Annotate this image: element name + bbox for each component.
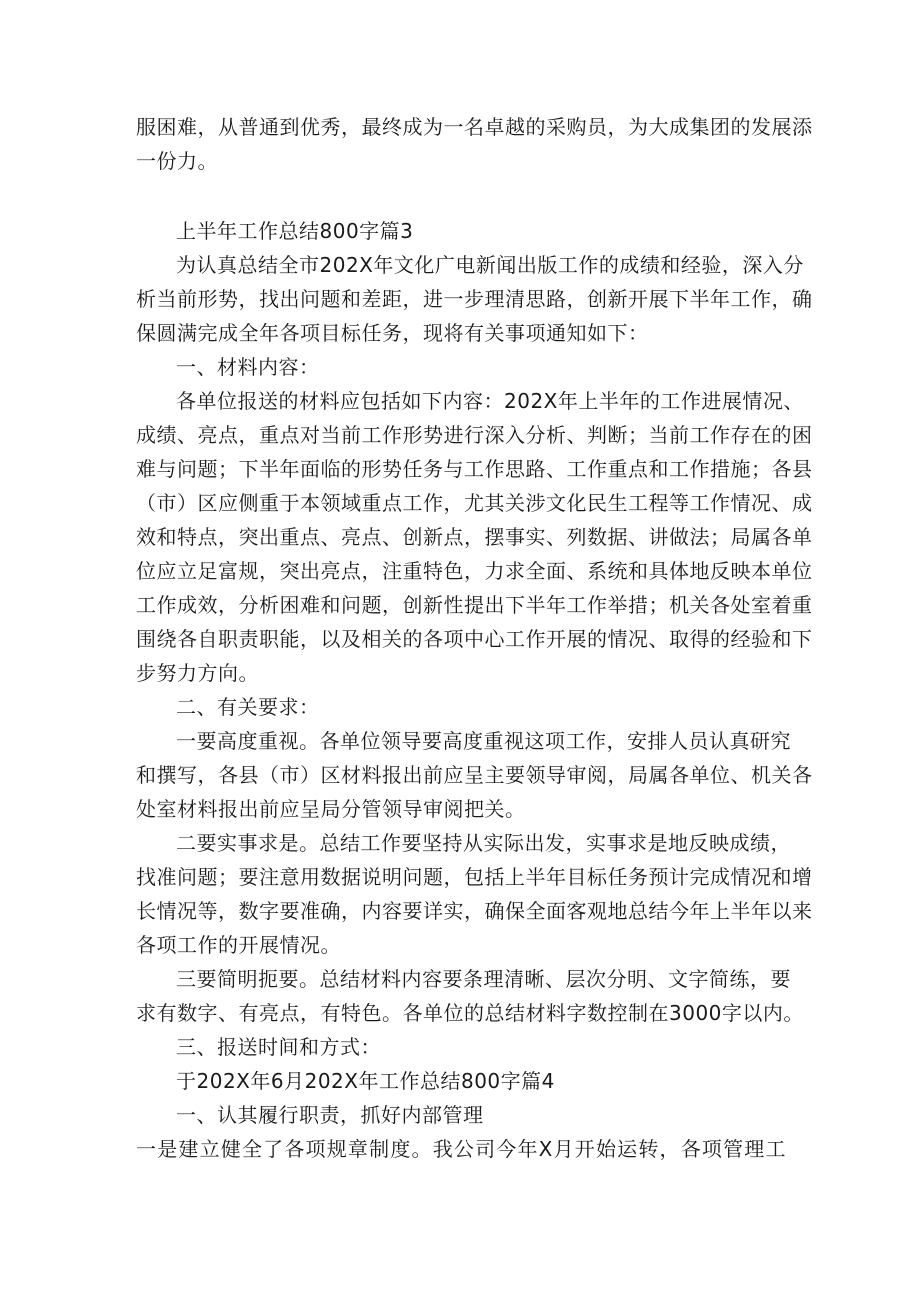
- paragraph-line: 和撰写，各县（市）区材料报出前应呈主要领导审阅，局属各单位、机关各: [136, 763, 813, 787]
- subheading: 一、材料内容：: [176, 355, 320, 379]
- paragraph-line: 保圆满完成全年各项目标任务，现将有关事项通知如下：: [136, 321, 649, 345]
- paragraph-line: 析当前形势，找出问题和差距，进一步理清思路，创新开展下半年工作，确: [136, 287, 813, 311]
- paragraph-line: 各项工作的开展情况。: [136, 933, 341, 957]
- subheading: 三、报送时间和方式：: [176, 1035, 381, 1059]
- paragraph-line: 各单位报送的材料应包括如下内容：202X年上半年的工作进展情况、: [176, 389, 804, 413]
- paragraph-line: 服困难，从普通到优秀，最终成为一名卓越的采购员，为大成集团的发展添: [136, 115, 813, 139]
- paragraph-line: 难与问题；下半年面临的形势任务与工作思路、工作重点和工作措施；各县: [136, 457, 813, 481]
- paragraph-line: 长情况等，数字要准确，内容要详实，确保全面客观地总结今年上半年以来: [136, 899, 813, 923]
- paragraph-line: 工作成效，分析困难和问题，创新性提出下半年工作举措；机关各处室着重: [136, 593, 813, 617]
- paragraph-line: 效和特点，突出重点、亮点、创新点，摆事实、列数据、讲做法；局属各单: [136, 525, 813, 549]
- paragraph-line: 位应立足富规，突出亮点，注重特色，力求全面、系统和具体地反映本单位: [136, 559, 813, 583]
- paragraph-line: 求有数字、有亮点，有特色。各单位的总结材料字数控制在3000字以内。: [136, 1001, 804, 1025]
- paragraph-line: 三要简明扼要。总结材料内容要条理清晰、层次分明、文字简练，要: [176, 967, 791, 991]
- paragraph-line: 找准问题；要注意用数据说明问题，包括上半年目标任务预计完成情况和增: [136, 865, 813, 889]
- paragraph-line: 一份力。: [136, 149, 218, 173]
- paragraph-line: 成绩、亮点，重点对当前工作形势进行深入分析、判断；当前工作存在的困: [136, 423, 813, 447]
- section-heading: 于202X年6月202X年工作总结800字篇4: [176, 1069, 555, 1093]
- paragraph-line: 为认真总结全市202X年文化广电新闻出版工作的成绩和经验，深入分: [176, 253, 804, 277]
- paragraph-line: 一是建立健全了各项规章制度。我公司今年X月开始运转，各项管理工: [136, 1137, 786, 1161]
- paragraph-line: 围绕各自职责职能，以及相关的各项中心工作开展的情况、取得的经验和下: [136, 627, 813, 651]
- subheading: 一、认其履行职责，抓好内部管理: [176, 1103, 484, 1127]
- paragraph-line: 处室材料报出前应呈局分管领导审阅把关。: [136, 797, 526, 821]
- paragraph-line: （市）区应侧重于本领域重点工作，尤其关涉文化民生工程等工作情况、成: [136, 491, 813, 515]
- paragraph-line: 二要实事求是。总结工作要坚持从实际出发，实事求是地反映成绩，: [176, 831, 791, 855]
- subheading: 二、有关要求：: [176, 695, 320, 719]
- paragraph-line: 步努力方向。: [136, 661, 259, 685]
- paragraph-line: 一要高度重视。各单位领导要高度重视这项工作，安排人员认真研究: [176, 729, 791, 753]
- section-heading: 上半年工作总结800字篇3: [176, 219, 414, 243]
